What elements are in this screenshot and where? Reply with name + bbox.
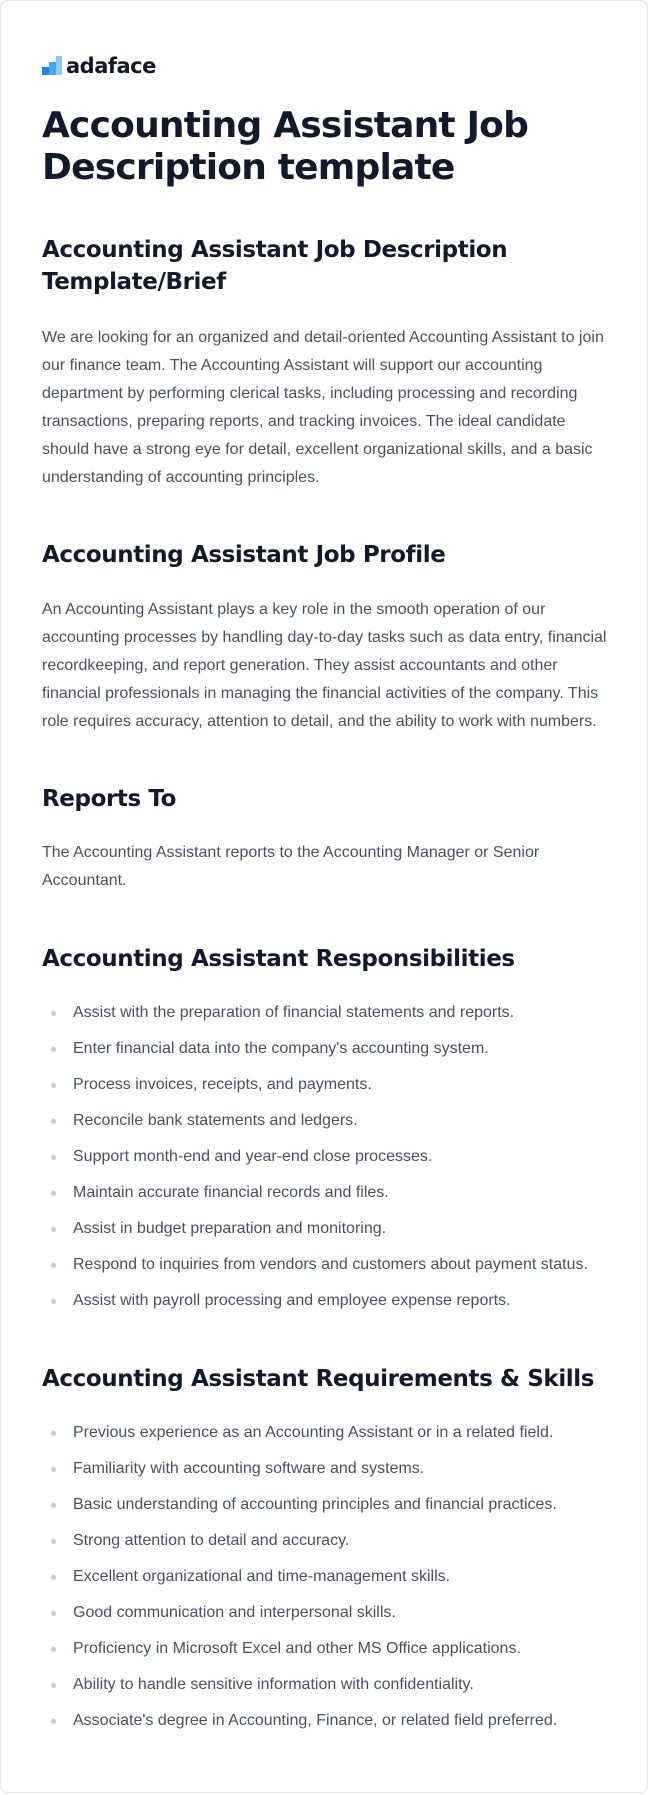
- list-item: [42, 1703, 612, 1739]
- bullet-icon: [51, 1503, 56, 1508]
- list-item-text: Proficiency in Microsoft Excel and other MS Office applications.: [73, 1640, 521, 1657]
- page-title: Accounting Assistant Job Description template: [42, 105, 529, 188]
- list-item-text: Strong attention to detail and accuracy.: [73, 1532, 350, 1549]
- bullet-icon: [51, 1227, 56, 1232]
- list-item-text: Familiarity with accounting software and systems.: [73, 1460, 425, 1477]
- list-item: [42, 995, 612, 1031]
- bullet-icon: [51, 1647, 56, 1652]
- adaface-bars-logo-icon: [42, 56, 62, 76]
- bullet-icon: [51, 1683, 56, 1688]
- section-heading-responsibilities: Accounting Assistant Responsibilities: [42, 946, 515, 972]
- bullet-icon: [51, 1263, 56, 1268]
- list-item: [42, 1631, 612, 1667]
- list-item: [42, 1559, 612, 1595]
- section-body-reports-to: The Accounting Assistant reports to the Accounting Manager or Senior Accountant.: [42, 844, 540, 889]
- list-item: [42, 1667, 612, 1703]
- bullet-icon: [51, 1119, 56, 1124]
- list-item: [42, 1031, 612, 1067]
- responsibilities-list: [42, 995, 612, 1319]
- list-item-text: Respond to inquiries from vendors and customers about payment status.: [73, 1256, 588, 1273]
- list-item-text: Assist with payroll processing and employee expense reports.: [73, 1292, 511, 1309]
- bullet-icon: [51, 1539, 56, 1544]
- list-item: [42, 1451, 612, 1487]
- list-item-text: Assist with the preparation of financial statements and reports.: [73, 1004, 515, 1021]
- list-item-text: Associate's degree in Accounting, Finance, or related field preferred.: [73, 1712, 558, 1729]
- requirements-list: [42, 1415, 612, 1739]
- list-item-text: Enter financial data into the company's accounting system.: [73, 1040, 489, 1057]
- section-heading-reports-to: Reports To: [42, 786, 177, 812]
- list-item-text: Support month-end and year-end close processes.: [73, 1148, 433, 1165]
- list-item: [42, 1523, 612, 1559]
- list-item-text: Assist in budget preparation and monitoring.: [73, 1220, 387, 1237]
- list-item: [42, 1247, 612, 1283]
- adaface-logo[interactable]: [42, 54, 156, 78]
- list-item: [42, 1211, 612, 1247]
- list-item-text: Basic understanding of accounting principles and financial practices.: [73, 1496, 557, 1513]
- list-item: [42, 1283, 612, 1319]
- list-item: [42, 1595, 612, 1631]
- section-body-brief: We are looking for an organized and detail-oriented Accounting Assistant to join our finance team. The Accounting Assistant will support our accounting department by performing clerical tasks, including processing and recording transactions, preparing reports, and tracking invoices. The ideal candidate should have a strong eye for detail, excellent organizational skills, and a basic understanding of accounting principles.: [42, 329, 604, 486]
- list-item-text: Previous experience as an Accounting Assistant or in a related field.: [73, 1424, 554, 1441]
- list-item: [42, 1067, 612, 1103]
- bullet-icon: [51, 1011, 56, 1016]
- section-heading-profile: Accounting Assistant Job Profile: [42, 542, 446, 568]
- bullet-icon: [51, 1611, 56, 1616]
- section-heading-brief: Accounting Assistant Job Description Template/Brief: [42, 237, 508, 295]
- bullet-icon: [51, 1431, 56, 1436]
- list-item-text: Excellent organizational and time-management skills.: [73, 1568, 451, 1585]
- list-item: [42, 1103, 612, 1139]
- logo-text: adaface: [66, 54, 156, 78]
- list-item-text: Reconcile bank statements and ledgers.: [73, 1112, 358, 1129]
- bullet-icon: [51, 1719, 56, 1724]
- bullet-icon: [51, 1047, 56, 1052]
- bullet-icon: [51, 1467, 56, 1472]
- list-item: [42, 1487, 612, 1523]
- bullet-icon: [51, 1299, 56, 1304]
- list-item-text: Maintain accurate financial records and files.: [73, 1184, 389, 1201]
- bullet-icon: [51, 1083, 56, 1088]
- list-item: [42, 1175, 612, 1211]
- list-item-text: Process invoices, receipts, and payments.: [73, 1076, 372, 1093]
- bullet-icon: [51, 1155, 56, 1160]
- list-item: [42, 1415, 612, 1451]
- bullet-icon: [51, 1575, 56, 1580]
- list-item: [42, 1139, 612, 1175]
- list-item-text: Ability to handle sensitive information with confidentiality.: [73, 1676, 474, 1693]
- section-body-profile: An Accounting Assistant plays a key role in the smooth operation of our accounting processes by handling day-to-day tasks such as data entry, financial recordkeeping, and report generation. They assist accountants and other financial professionals in managing the financial activities of the company. This role requires accuracy, attention to detail, and the ability to work with numbers.: [42, 601, 607, 730]
- section-heading-requirements: Accounting Assistant Requirements & Skills: [42, 1366, 595, 1392]
- bullet-icon: [51, 1191, 56, 1196]
- list-item-text: Good communication and interpersonal skills.: [73, 1604, 396, 1621]
